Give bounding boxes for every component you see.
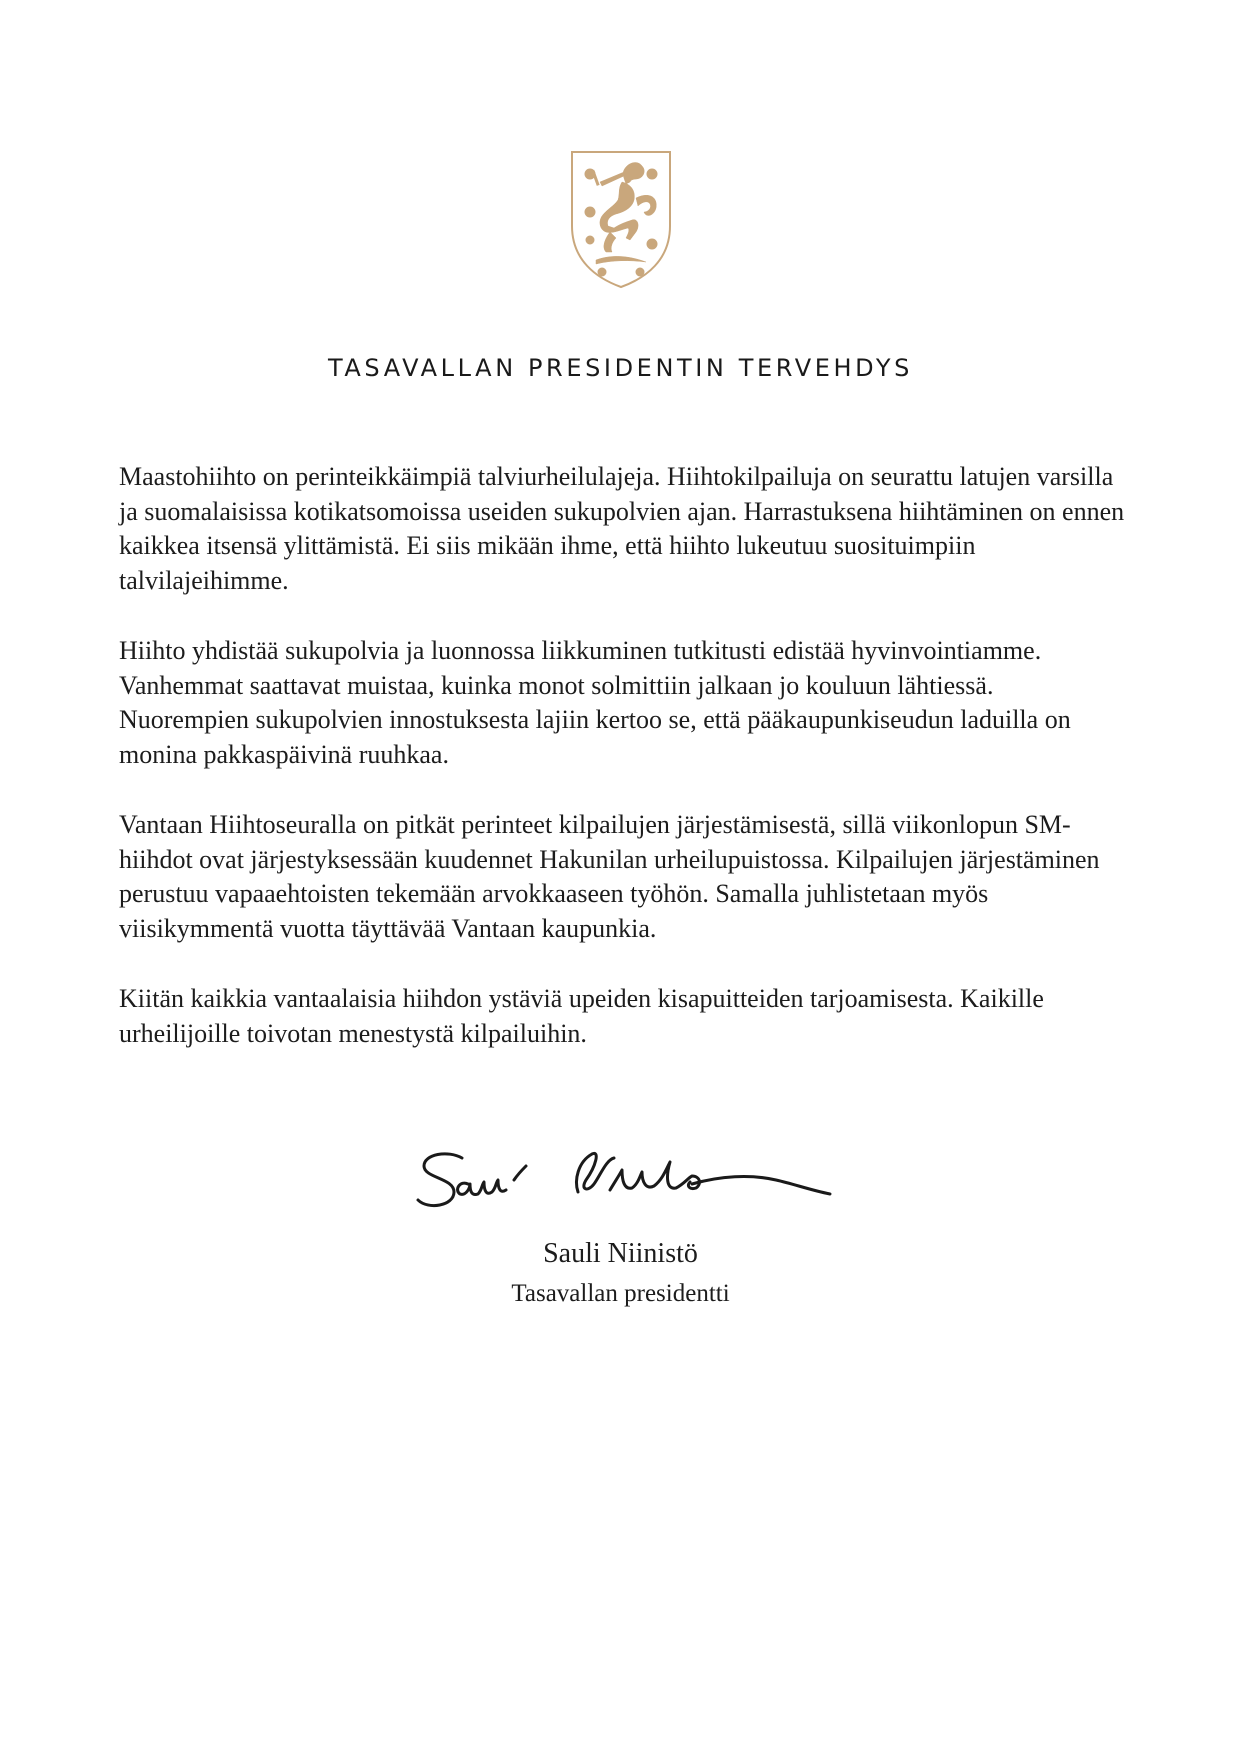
paragraph-4: Kiitän kaikkia vantaalaisia hiihdon ystäviä upeiden kisapuitteiden tarjoamisesta. Kaikille urheilijoille toivotan menestystä kilpailuihin. [119,984,1044,1048]
paragraph-2: Hiihto yhdistää sukupolvia ja luonnossa liikkuminen tutkitusti edistää hyvinvointiamme. Vanhemmat saattavat muistaa, kuinka monot solmittiin jalkaan jo kouluun lähtiessä. Nuorempien sukupolvien innostuksesta lajiin kertoo se, että pääkaupunkiseudun laduilla on monina pakkaspäivinä ruuhkaa. [119,636,1071,769]
paragraph-1: Maastohiihto on perinteikkäimpiä talviurheilulajeja. Hiihtokilpailuja on seurattu latujen varsilla ja suomalaisissa kotikatsomoissa useiden sukupolvien ajan. Harrastuksena hiihtäminen on ennen kaikkea itsensä ylittämistä. Ei siis mikään ihme, että hiihto lukeutuu suosituimpiin talvilajeihimme. [119,462,1125,595]
page-title: TASAVALLAN PRESIDENTIN TERVEHDYS [328,354,913,382]
handwritten-signature-icon [410,1140,840,1220]
finnish-coat-of-arms-lion-icon [566,148,676,290]
signer-title: Tasavallan presidentti [511,1280,730,1307]
letter-body [119,460,1129,1087]
paragraph-3: Vantaan Hiihtoseuralla on pitkät perinteet kilpailujen järjestämisestä, sillä viikonlopun SM-hiihdot ovat järjestyksessään kuudennet Hakunilan urheilupuistossa. Kilpailujen järjestäminen perustuu vapaaehtoisten tekemään arvokkaaseen työhön. Samalla juhlistetaan myös viisikymmentä vuotta täyttävää Vantaan kaupunkia. [119,810,1100,943]
signer-name: Sauli Niinistö [543,1238,698,1269]
